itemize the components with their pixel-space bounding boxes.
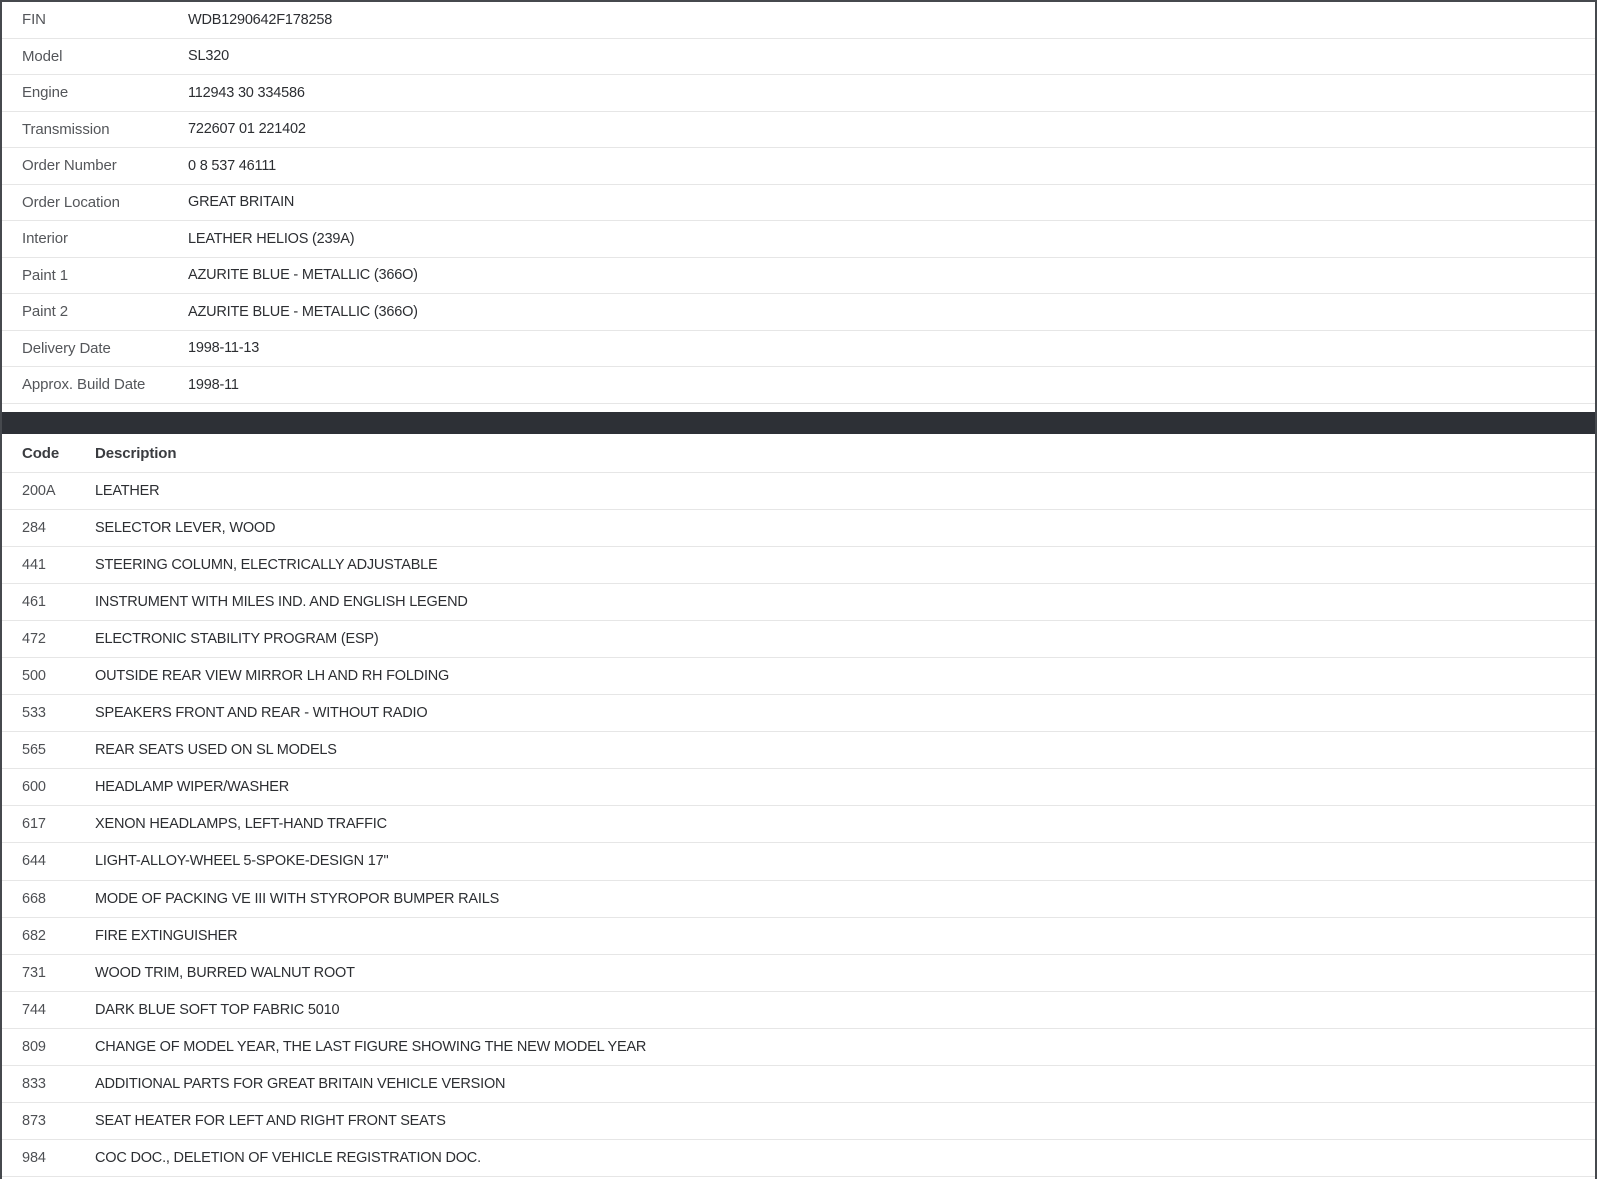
option-description: LIGHT-ALLOY-WHEEL 5-SPOKE-DESIGN 17" xyxy=(95,853,389,870)
option-row xyxy=(2,621,1595,658)
option-row xyxy=(2,1103,1595,1140)
vehicle-info-row xyxy=(2,331,1595,368)
vehicle-info-row xyxy=(2,148,1595,185)
option-code: 565 xyxy=(22,742,46,759)
option-description: INSTRUMENT WITH MILES IND. AND ENGLISH LEGEND xyxy=(95,593,468,610)
option-description: CHANGE OF MODEL YEAR, THE LAST FIGURE SHOWING THE NEW MODEL YEAR xyxy=(95,1038,647,1055)
option-row xyxy=(2,769,1595,806)
info-label: Engine xyxy=(22,84,69,102)
info-value: AZURITE BLUE - METALLIC (366O) xyxy=(188,267,418,284)
vehicle-info-row xyxy=(2,185,1595,222)
option-codes-table xyxy=(2,436,1595,1178)
option-description: STEERING COLUMN, ELECTRICALLY ADJUSTABLE xyxy=(95,556,438,573)
option-row xyxy=(2,547,1595,584)
option-code: 984 xyxy=(22,1150,46,1167)
option-row xyxy=(2,584,1595,621)
option-description: SPEAKERS FRONT AND REAR - WITHOUT RADIO xyxy=(95,705,428,722)
option-row xyxy=(2,473,1595,510)
vehicle-info-row xyxy=(2,258,1595,295)
option-description: LEATHER xyxy=(95,482,160,499)
option-description: ELECTRONIC STABILITY PROGRAM (ESP) xyxy=(95,630,379,647)
vehicle-info-row xyxy=(2,39,1595,76)
info-value: SL320 xyxy=(188,48,229,65)
option-description: COC DOC., DELETION OF VEHICLE REGISTRATION DOC. xyxy=(95,1150,481,1167)
option-description: SEAT HEATER FOR LEFT AND RIGHT FRONT SEATS xyxy=(95,1113,446,1130)
vehicle-info-row xyxy=(2,367,1595,404)
option-code: 600 xyxy=(22,779,46,796)
option-row xyxy=(2,1140,1595,1177)
info-value: 722607 01 221402 xyxy=(188,121,306,138)
option-code: 472 xyxy=(22,630,46,647)
option-code: 500 xyxy=(22,668,46,685)
option-table-header-row xyxy=(2,436,1595,473)
option-description: OUTSIDE REAR VIEW MIRROR LH AND RH FOLDING xyxy=(95,668,450,685)
info-value: 112943 30 334586 xyxy=(188,84,305,101)
option-code: 644 xyxy=(22,853,46,870)
info-label: Model xyxy=(22,47,63,65)
option-row xyxy=(2,658,1595,695)
description-column-header: Description xyxy=(95,445,177,462)
info-label: Delivery Date xyxy=(22,339,111,357)
option-row xyxy=(2,992,1595,1029)
info-value: WDB1290642F178258 xyxy=(188,11,333,28)
section-divider-bar xyxy=(2,412,1595,434)
option-row xyxy=(2,806,1595,843)
info-label: Approx. Build Date xyxy=(22,376,146,394)
option-code: 617 xyxy=(22,816,46,833)
option-row xyxy=(2,1029,1595,1066)
option-row xyxy=(2,695,1595,732)
option-description: HEADLAMP WIPER/WASHER xyxy=(95,779,289,796)
info-value: 1998-11-13 xyxy=(188,340,260,357)
code-column-header: Code xyxy=(22,445,60,462)
vehicle-info-row xyxy=(2,294,1595,331)
option-code: 731 xyxy=(22,964,46,981)
option-row xyxy=(2,843,1595,880)
option-row xyxy=(2,1066,1595,1103)
option-code: 533 xyxy=(22,705,46,722)
option-rows-container xyxy=(2,473,1595,1178)
option-code: 744 xyxy=(22,1001,46,1018)
option-description: XENON HEADLAMPS, LEFT-HAND TRAFFIC xyxy=(95,816,387,833)
option-description: WOOD TRIM, BURRED WALNUT ROOT xyxy=(95,964,355,981)
info-label: Transmission xyxy=(22,120,110,138)
option-row xyxy=(2,510,1595,547)
vehicle-info-row xyxy=(2,2,1595,39)
option-row xyxy=(2,881,1595,918)
info-label: Paint 1 xyxy=(22,266,68,284)
info-label: Paint 2 xyxy=(22,303,68,321)
info-label: Order Location xyxy=(22,193,120,211)
vehicle-info-row xyxy=(2,75,1595,112)
option-code: 284 xyxy=(22,519,46,536)
vehicle-info-row xyxy=(2,112,1595,149)
option-row xyxy=(2,918,1595,955)
option-description: ADDITIONAL PARTS FOR GREAT BRITAIN VEHICLE VERSION xyxy=(95,1076,506,1093)
option-description: REAR SEATS USED ON SL MODELS xyxy=(95,742,337,759)
info-value: AZURITE BLUE - METALLIC (366O) xyxy=(188,303,418,320)
option-description: MODE OF PACKING VE III WITH STYROPOR BUMPER RAILS xyxy=(95,890,500,907)
vehicle-info-row xyxy=(2,221,1595,258)
option-code: 809 xyxy=(22,1038,46,1055)
option-row xyxy=(2,732,1595,769)
option-code: 682 xyxy=(22,927,46,944)
divider-gap-top xyxy=(2,404,1595,412)
option-code: 833 xyxy=(22,1076,46,1093)
info-value: 0 8 537 46111 xyxy=(188,157,276,174)
vehicle-info-table xyxy=(2,2,1595,404)
option-description: DARK BLUE SOFT TOP FABRIC 5010 xyxy=(95,1001,340,1018)
option-code: 668 xyxy=(22,890,46,907)
info-value: 1998-11 xyxy=(188,376,239,393)
option-code: 200A xyxy=(22,482,56,499)
option-description: FIRE EXTINGUISHER xyxy=(95,927,238,944)
info-label: FIN xyxy=(22,11,46,29)
option-code: 873 xyxy=(22,1113,46,1130)
option-description: SELECTOR LEVER, WOOD xyxy=(95,519,276,536)
info-value: LEATHER HELIOS (239A) xyxy=(188,230,355,247)
option-row xyxy=(2,955,1595,992)
info-label: Order Number xyxy=(22,157,117,175)
option-code: 461 xyxy=(22,593,46,610)
info-label: Interior xyxy=(22,230,68,248)
info-value: GREAT BRITAIN xyxy=(188,194,295,211)
option-code: 441 xyxy=(22,556,46,573)
